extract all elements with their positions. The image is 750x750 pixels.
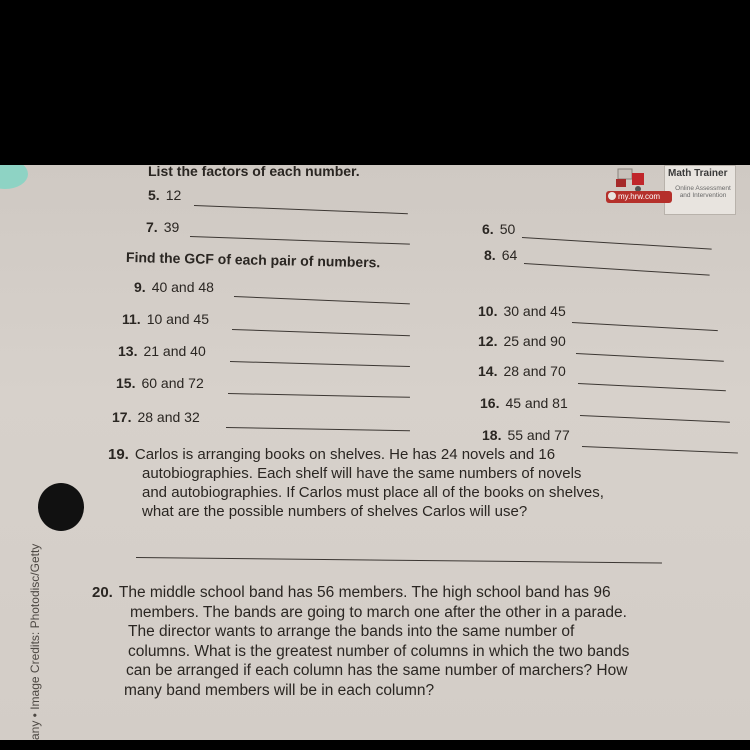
factors-instruction: List the factors of each number. xyxy=(148,165,360,179)
problem-13 xyxy=(118,343,206,359)
answer-line-5[interactable] xyxy=(194,205,408,214)
web-dot-icon xyxy=(608,192,616,200)
problem-14 xyxy=(478,363,566,379)
teal-tab-decoration xyxy=(0,165,28,189)
problem-number: 16. xyxy=(480,395,500,411)
problem-number: 20. xyxy=(92,584,113,601)
problem-number: 11. xyxy=(122,311,141,327)
problem-line: The director wants to arrange the bands into the same number of xyxy=(128,623,575,640)
problem-11 xyxy=(122,311,209,327)
problem-text: 30 and 45 xyxy=(503,303,566,319)
problem-text: 64 xyxy=(501,247,518,263)
website-label: my.hrw.com xyxy=(618,192,661,201)
problem-text: 10 and 45 xyxy=(146,311,209,327)
answer-line-14[interactable] xyxy=(578,383,726,391)
image-credit: any • Image Credits: Photodisc/Getty xyxy=(28,543,42,740)
problem-text: 55 and 77 xyxy=(507,427,570,443)
problem-6 xyxy=(482,221,515,237)
trainer-subtitle: Online Assessment and Intervention xyxy=(675,185,731,199)
answer-line-19[interactable] xyxy=(136,557,662,564)
background-bottom xyxy=(0,740,750,750)
problem-20 xyxy=(92,583,629,700)
binder-hole xyxy=(38,483,84,531)
problem-16 xyxy=(480,395,568,411)
answer-line-18[interactable] xyxy=(582,446,738,454)
problem-9 xyxy=(134,279,214,295)
problem-number: 15. xyxy=(116,375,136,391)
problem-line: The middle school band has 56 members. The high school band has 96 xyxy=(118,584,611,601)
problem-number: 10. xyxy=(478,303,498,319)
problem-text: 28 and 32 xyxy=(137,409,200,425)
problem-text: 60 and 72 xyxy=(141,375,204,391)
problem-number: 6. xyxy=(482,221,494,237)
problem-line: can be arranged if each column has the same number of marchers? How xyxy=(126,662,628,679)
answer-line-16[interactable] xyxy=(580,415,730,423)
website-link[interactable] xyxy=(606,191,672,203)
problem-12 xyxy=(478,333,566,349)
worksheet-page xyxy=(0,165,750,740)
problem-line: what are the possible numbers of shelves Carlos will use? xyxy=(142,503,528,520)
answer-line-8[interactable] xyxy=(524,263,710,276)
problem-18 xyxy=(482,427,570,443)
answer-line-10[interactable] xyxy=(572,322,718,331)
answer-line-12[interactable] xyxy=(576,353,724,362)
problem-number: 18. xyxy=(482,427,502,443)
problem-5 xyxy=(148,187,181,203)
problem-7 xyxy=(146,219,179,235)
answer-line-13[interactable] xyxy=(230,361,410,367)
math-trainer-badge xyxy=(604,165,736,217)
problem-text: 50 xyxy=(499,221,516,237)
problem-10 xyxy=(478,303,566,319)
problem-text: 12 xyxy=(165,187,182,203)
problem-number: 7. xyxy=(146,219,158,235)
answer-line-11[interactable] xyxy=(232,329,410,336)
problem-line: many band members will be in each column? xyxy=(124,681,435,699)
answer-line-7[interactable] xyxy=(190,236,410,245)
problem-text: 40 and 48 xyxy=(151,279,214,295)
answer-line-6[interactable] xyxy=(522,237,712,250)
problem-number: 12. xyxy=(478,333,498,349)
problem-text: 39 xyxy=(163,219,180,235)
gcf-heading: Find the GCF of each pair of numbers. xyxy=(125,249,381,271)
problem-line: members. The bands are going to march one after the other in a parade. xyxy=(130,603,627,621)
problem-number: 17. xyxy=(112,409,132,425)
problem-line: autobiographies. Each shelf will have the same numbers of novels xyxy=(142,465,582,482)
answer-line-15[interactable] xyxy=(228,393,410,398)
problem-text: 28 and 70 xyxy=(503,363,566,379)
problem-number: 8. xyxy=(484,247,496,263)
problem-line: and autobiographies. If Carlos must place all of the books on shelves, xyxy=(142,484,604,501)
answer-line-9[interactable] xyxy=(234,296,410,304)
problem-line: Carlos is arranging books on shelves. He has 24 novels and 16 xyxy=(134,446,556,463)
problem-text: 21 and 40 xyxy=(143,343,206,359)
trainer-title: Math Trainer xyxy=(668,168,728,179)
problem-text: 45 and 81 xyxy=(505,395,568,411)
problem-number: 9. xyxy=(134,279,146,295)
answer-line-17[interactable] xyxy=(226,427,410,431)
problem-number: 14. xyxy=(478,363,498,379)
problem-8 xyxy=(484,247,517,263)
problem-15 xyxy=(116,375,204,391)
problem-number: 5. xyxy=(148,187,160,203)
problem-19 xyxy=(108,445,604,521)
problem-line: columns. What is the greatest number of columns in which the two bands xyxy=(128,642,630,660)
problem-number: 19. xyxy=(108,446,129,463)
problem-17 xyxy=(112,409,200,425)
problem-number: 13. xyxy=(118,343,138,359)
problem-text: 25 and 90 xyxy=(503,333,566,349)
